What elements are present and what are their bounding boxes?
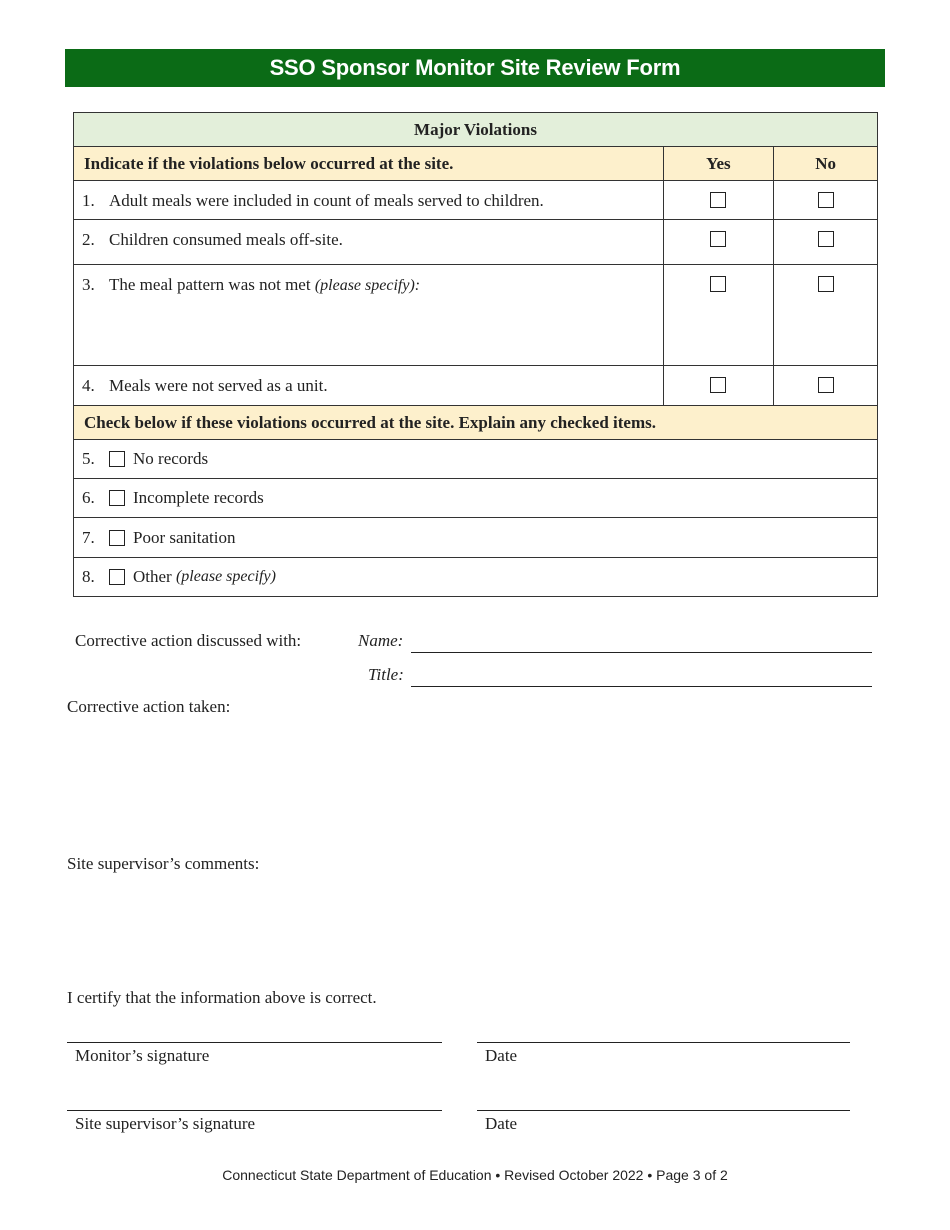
no-cell	[774, 181, 878, 220]
no-cell	[774, 366, 878, 406]
corrective-discussed-label: Corrective action discussed with:	[75, 631, 302, 650]
check-item-label: Poor sanitation	[133, 527, 236, 547]
section2-header-row	[74, 406, 878, 440]
table-heading-row	[74, 113, 878, 147]
section1-label: Indicate if the violations below occurred at the site.	[74, 147, 664, 181]
incomplete-records-checkbox[interactable]	[109, 490, 125, 506]
certify-statement: I certify that the information above is correct.	[67, 988, 377, 1007]
yes-checkbox[interactable]	[710, 377, 726, 393]
poor-sanitation-checkbox[interactable]	[109, 530, 125, 546]
page-footer: Connecticut State Department of Education • Revised October 2022 • Page 3 of 2	[222, 1167, 728, 1183]
table-row	[74, 220, 878, 265]
check-item: 6. Incomplete records	[74, 479, 878, 518]
question-text: Adult meals were included in count of meals served to children.	[109, 191, 544, 210]
no-checkbox[interactable]	[818, 231, 834, 247]
question-text: The meal pattern was not met	[109, 275, 311, 294]
section2-label: Check below if these violations occurred at the site. Explain any checked items.	[74, 406, 878, 440]
title-field[interactable]	[411, 686, 872, 687]
yes-cell	[663, 265, 774, 366]
check-item-note: (please specify)	[175, 568, 276, 585]
yes-checkbox[interactable]	[710, 192, 726, 208]
monitor-signature-line[interactable]	[67, 1042, 442, 1043]
check-item-label: Other	[133, 567, 172, 586]
comments-label: Site supervisor’s comments:	[67, 854, 260, 873]
table-row	[74, 440, 878, 479]
table-row	[74, 366, 878, 406]
column-yes-header: Yes	[663, 147, 774, 181]
check-item: 7. Poor sanitation	[74, 518, 878, 558]
question-cell: 1. Adult meals were included in count of meals served to children.	[74, 181, 664, 220]
yes-cell	[663, 181, 774, 220]
table-row	[74, 558, 878, 597]
no-checkbox[interactable]	[818, 276, 834, 292]
date2-label: Date	[485, 1114, 518, 1133]
check-item-label: Incomplete records	[133, 488, 264, 507]
section1-header-row	[74, 147, 878, 181]
table-row	[74, 181, 878, 220]
yes-checkbox[interactable]	[710, 276, 726, 292]
date2-line[interactable]	[477, 1110, 850, 1111]
check-item: 8. Other (please specify)	[74, 558, 878, 597]
table-heading: Major Violations	[74, 113, 878, 147]
yes-cell	[663, 366, 774, 406]
date1-label: Date	[485, 1046, 518, 1065]
column-no-header: No	[774, 147, 878, 181]
table-row	[74, 479, 878, 518]
supervisor-signature-label: Site supervisor’s signature	[75, 1114, 256, 1133]
question-cell: 3. The meal pattern was not met (please specify):	[74, 265, 664, 366]
question-text: Children consumed meals off-site.	[109, 230, 343, 249]
question-text: Meals were not served as a unit.	[109, 376, 328, 395]
other-checkbox[interactable]	[109, 569, 125, 585]
table-row	[74, 265, 878, 366]
name-field[interactable]	[411, 652, 872, 653]
no-cell	[774, 220, 878, 265]
major-violations-table	[73, 112, 878, 597]
form-title: SSO Sponsor Monitor Site Review Form	[65, 49, 885, 87]
question-cell: 4. Meals were not served as a unit.	[74, 366, 664, 406]
table-row	[74, 518, 878, 558]
yes-checkbox[interactable]	[710, 231, 726, 247]
no-cell	[774, 265, 878, 366]
check-item: 5. No records	[74, 440, 878, 479]
monitor-signature-label: Monitor’s signature	[75, 1046, 210, 1065]
corrective-taken-label: Corrective action taken:	[67, 697, 231, 716]
question-note: (please specify):	[314, 277, 421, 294]
check-item-label: No records	[133, 449, 209, 468]
yes-cell	[663, 220, 774, 265]
title-label: Title:	[368, 665, 404, 684]
question-cell: 2. Children consumed meals off-site.	[74, 220, 664, 265]
no-checkbox[interactable]	[818, 192, 834, 208]
supervisor-signature-line[interactable]	[67, 1110, 442, 1111]
date1-line[interactable]	[477, 1042, 850, 1043]
no-records-checkbox[interactable]	[109, 451, 125, 467]
no-checkbox[interactable]	[818, 377, 834, 393]
name-label: Name:	[358, 631, 404, 650]
